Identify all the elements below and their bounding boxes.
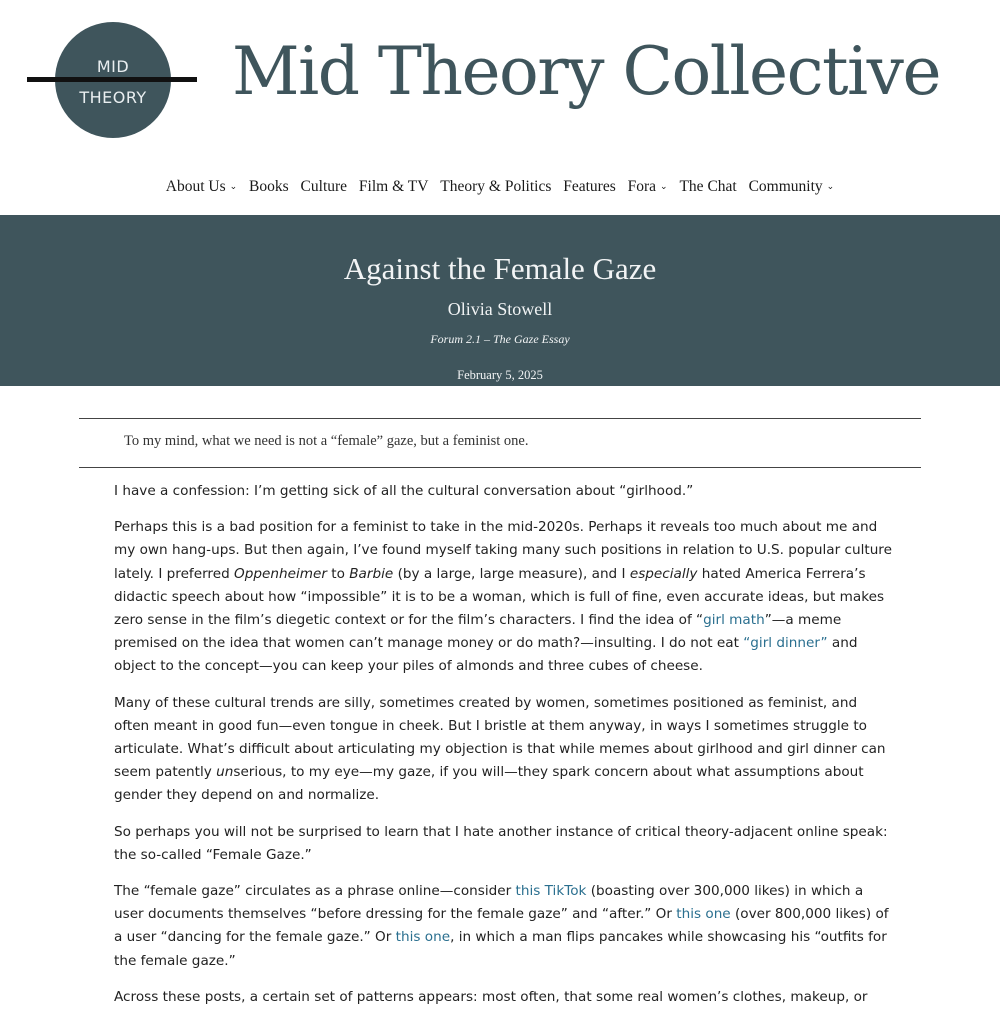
paragraph: [114, 516, 894, 678]
nav-item-label: Features: [563, 178, 616, 195]
pullquote-text: To my mind, what we need is not a “female” gaze, but a feminist one.: [124, 433, 529, 449]
article-category[interactable]: Forum 2.1 – The Gaze Essay: [430, 332, 570, 346]
site-title[interactable]: Mid Theory Collective: [232, 33, 941, 110]
nav-item-books[interactable]: [249, 178, 289, 196]
nav-item-label: Theory & Politics: [440, 178, 552, 195]
nav-item-label: Books: [249, 178, 289, 195]
nav-item-theory-politics[interactable]: [440, 178, 551, 196]
text-span: serious, to my eye—my gaze, if you will—they spark concern about what assumptions about gender they depend on and normalize.: [114, 764, 864, 804]
main-nav: [0, 178, 1000, 196]
article-body: [114, 480, 894, 1022]
text-span: and object to the concept—you can keep your piles of almonds and three cubes of cheese.: [114, 635, 858, 675]
text-span: , in which a man flips pancakes while showcasing his “outfits for the female gaze.”: [114, 929, 887, 969]
nav-item-label: Film & TV: [358, 178, 429, 195]
text-span: Perhaps this is a bad position for a feminist to take in the mid-2020s. Perhaps it reveals too much about me and my own hang-ups. But then again, I’ve found myself taking many such positions in relation to U.S. popular culture lately. I preferred: [114, 519, 892, 582]
pullquote: [79, 418, 921, 468]
article-header-banner: [0, 215, 1000, 386]
nav-item-label: Fora: [627, 178, 657, 195]
logo-text-mid: MID: [96, 57, 130, 76]
nav-item-fora[interactable]: [628, 178, 668, 196]
chevron-down-icon: ⌄: [660, 181, 668, 191]
paragraph: [114, 692, 894, 808]
nav-item-film-tv[interactable]: [359, 178, 428, 196]
nav-item-label: Community: [748, 178, 823, 195]
text-span: Many of these cultural trends are silly, sometimes created by women, sometimes positioned as feminist, and often meant in good fun—even tongue in cheek. But I bristle at them anyway, in ways I sometimes struggle to articulate. What’s difficult about articulating my objection is that while memes about girlhood and girl dinner can seem patently: [114, 694, 886, 781]
nav-item-community[interactable]: [749, 178, 835, 196]
chevron-down-icon: ⌄: [826, 181, 835, 191]
emphasis: Barbie: [349, 565, 394, 582]
chevron-down-icon: ⌄: [229, 181, 238, 191]
paragraph: I have a confession: I’m getting sick of all the cultural conversation about “girlhood.”: [114, 483, 694, 499]
paragraph: Across these posts, a certain set of patterns appears: most often, that some real women’s clothes, makeup, or: [114, 988, 868, 1005]
logo-strike-line: [27, 77, 197, 82]
logo-text-theory: THEORY: [79, 88, 147, 107]
article-title: Against the Female Gaze: [343, 251, 657, 286]
paragraph: So perhaps you will not be surprised to learn that I hate another instance of critical theory-adjacent online speak: the so-called “Female Gaze.”: [114, 823, 888, 863]
nav-item-label: The Chat: [679, 178, 737, 195]
nav-item-label: Culture: [300, 178, 348, 195]
link-this-one[interactable]: this one: [676, 906, 731, 923]
emphasis: especially: [629, 565, 698, 582]
paragraph: [114, 880, 894, 973]
nav-item-about-us[interactable]: [166, 178, 237, 196]
text-span: (over 800,000 likes) of a user “dancing for the female gaze.” Or: [114, 906, 889, 946]
link-this-tiktok[interactable]: this TikTok: [515, 883, 587, 900]
text-span: The “female gaze” circulates as a phrase online—consider: [114, 883, 516, 900]
text-span: ”—a meme premised on the idea that women can’t manage money or do math?—insulting. I do not eat: [114, 612, 842, 652]
text-span: (by a large, large measure), and I: [393, 565, 630, 582]
link-girl-math[interactable]: girl math: [703, 612, 765, 629]
nav-item-features[interactable]: [563, 178, 616, 196]
text-span: (boasting over 300,000 likes) in which a user documents themselves “before dressing for the female gaze” and “after.” Or: [114, 883, 864, 923]
emphasis: Oppenheimer: [234, 565, 327, 582]
emphasis: un: [216, 764, 234, 781]
text-span: to: [326, 565, 350, 582]
article-date: February 5, 2025: [457, 368, 543, 382]
text-span: hated America Ferrera’s didactic speech about how “impossible” it is to be a woman, which is full of fine, even accurate ideas, but makes zero sense in the film’s diegetic context or for the film’s characters. I find the idea of “: [114, 565, 885, 629]
site-logo[interactable]: [55, 22, 171, 138]
link-girl-dinner[interactable]: “girl dinner”: [743, 635, 828, 652]
nav-item-the-chat[interactable]: [679, 178, 736, 196]
link-this-one[interactable]: this one: [395, 929, 451, 946]
nav-item-label: About Us: [165, 178, 226, 195]
article-author[interactable]: Olivia Stowell: [447, 299, 553, 319]
nav-item-culture[interactable]: [301, 178, 348, 196]
